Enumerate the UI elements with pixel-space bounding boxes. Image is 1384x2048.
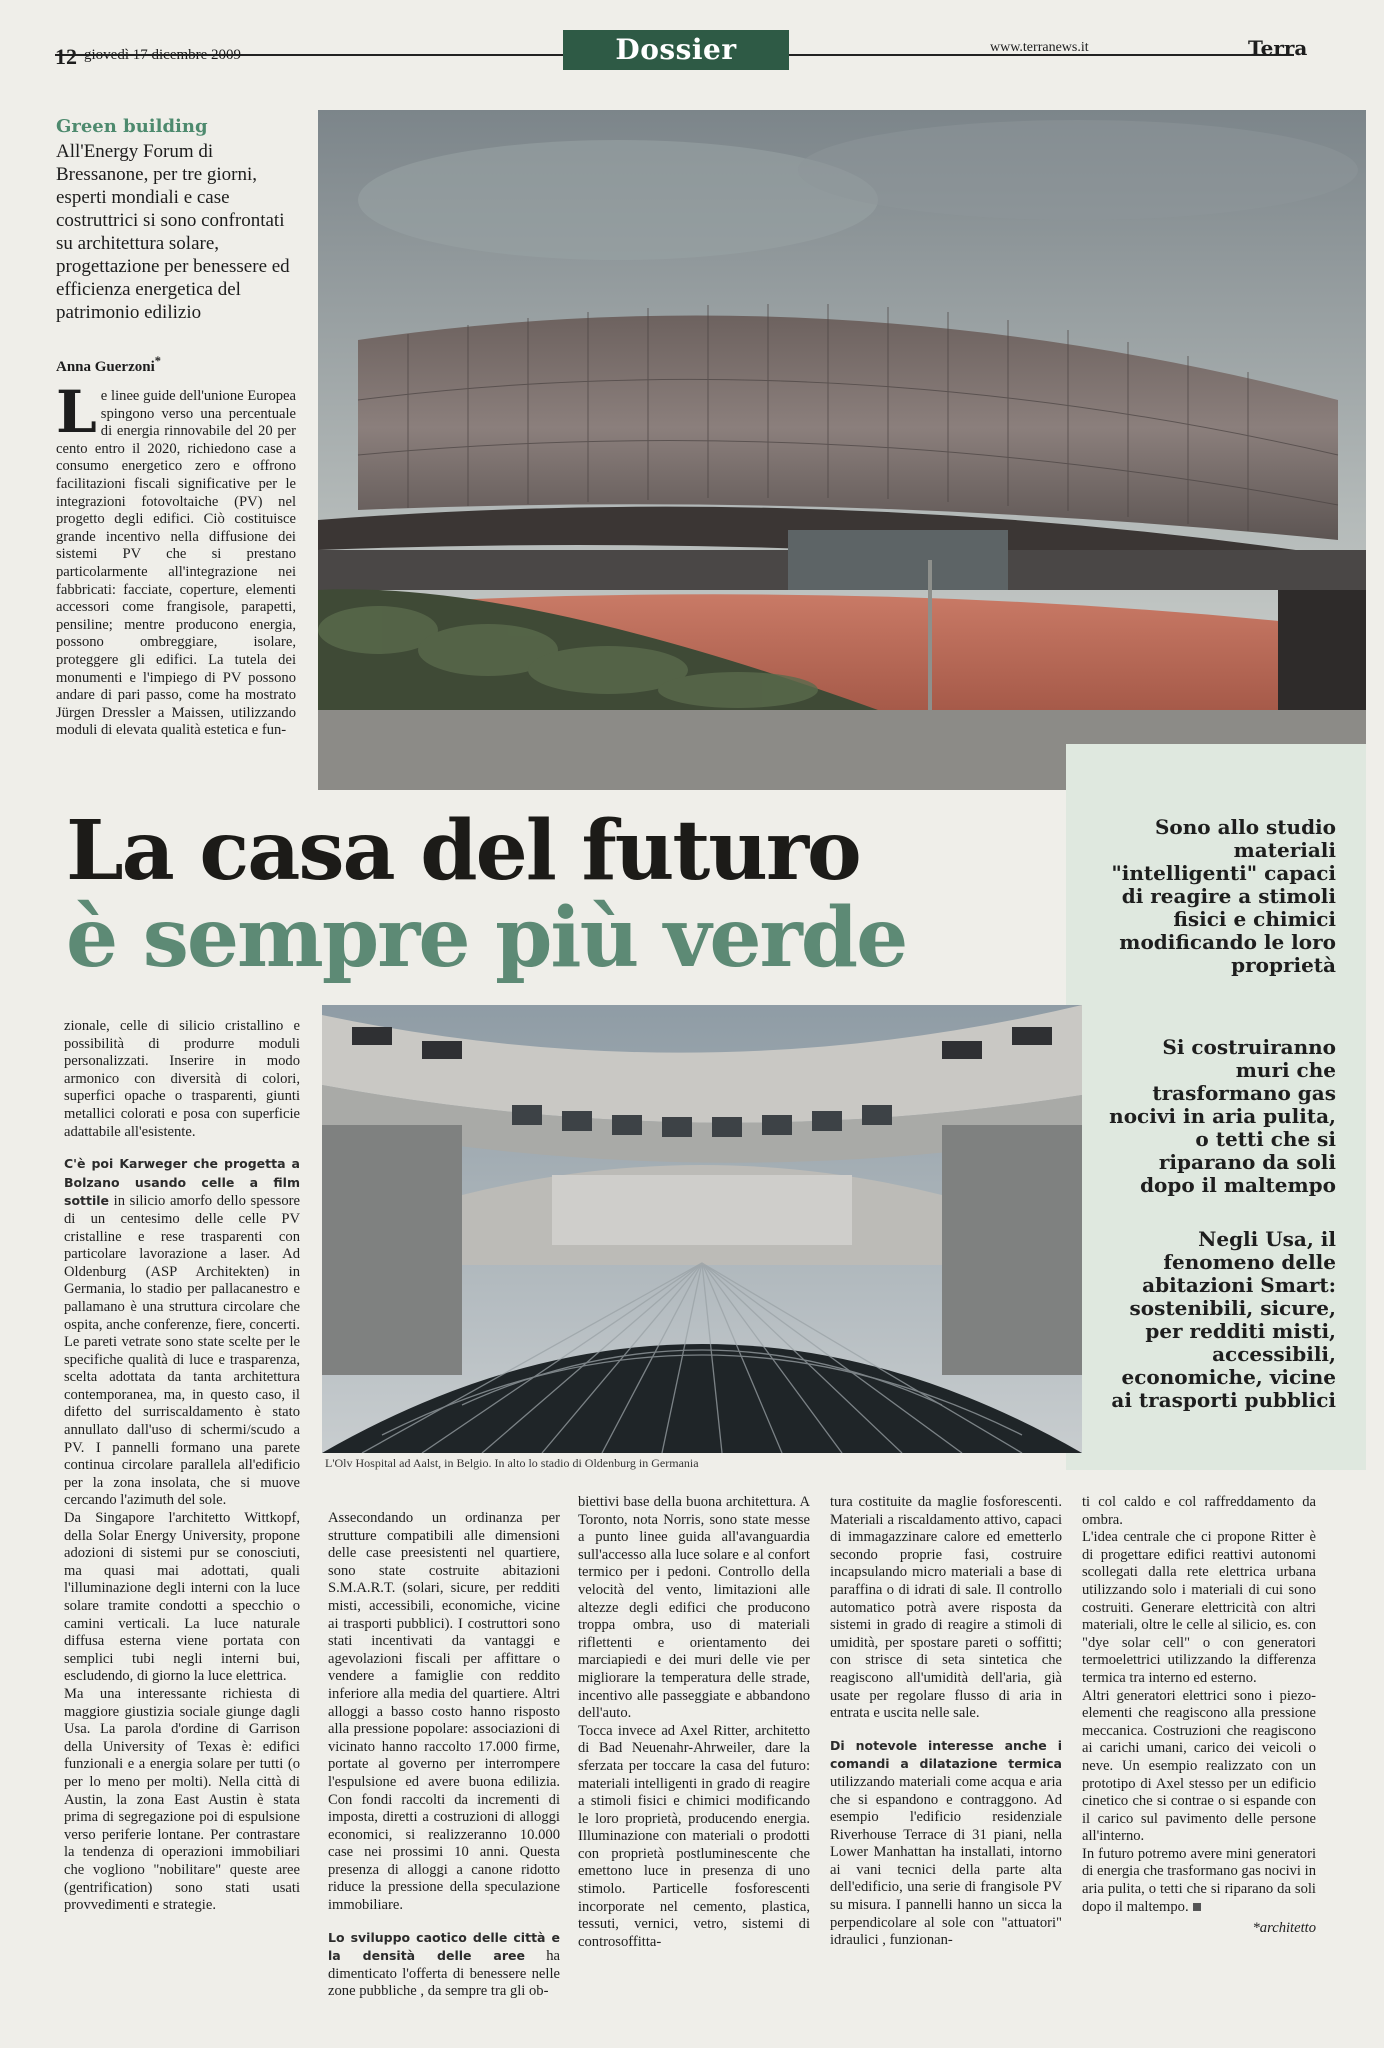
end-mark <box>1193 1903 1201 1911</box>
website-url: www.terranews.it <box>990 40 1089 55</box>
article-column-2: Assecondando un ordinanza per strutture compatibili alle dimensioni delle case preesistenti nel quartiere, sono state costruite abitazioni S.M.A.R.T. (solari, sicure, per redditi misti, accessibili, economiche, vicine ai trasporti pubblici). I costruttori sono stati incentivati da vantaggi e agevolazioni fiscali per affittare o vendere a famiglie con reddito inferiore alla media del quartiere. Altri alloggi a basso costo hanno risposto alla pressione popolare: associazioni di vicinato hanno raccolto 17.000 firme, portate al governo per interrompere l'espulsione ed avere buona edilizia. Con fondi raccolti da incrementi di imposta, diretti a costruzioni di alloggi economici, si realizzeranno 10.000 case nei prossimi 10 anni. Questa presenza di alloggi a canone ridotto riduce la pressione della speculazione immobiliare. Lo sviluppo caotico delle città e la densità delle aree ha dimenticato l'offerta di benessere nelle zone pubbliche , da sempre tra gli ob- <box>328 1510 560 2000</box>
pull-quote-3: Negli Usa, il fenomeno delle abitazioni Smart: sostenibili, sicure, per redditi misti, accessibili, economiche, vicine ai trasporti pubblici <box>1111 1227 1336 1412</box>
lead-in: Di notevole interesse anche i comandi a dilatazione termica <box>830 1737 1062 1772</box>
lead-in: Lo sviluppo caotico delle città e la densità delle aree <box>328 1929 560 1964</box>
pull-quote-panel <box>1066 744 1366 1470</box>
article-column-1: Le linee guide dell'unione Europea spingono verso una percentuale di energia rinnovabile del 20 per cento entro il 2020, richiedono case a consumo energetico zero e offrono facilitazioni fiscali significative per le integrazioni fotovoltaiche (PV) nel progetto degli edifici. Ciò costituisce grande incentivo nella diffusione dei sistemi PV che si prestano particolarmente all'integrazione nei fabbricati: facciate, coperture, elementi accessori come frangisole, parapetti, pensiline; mentre producono energia, possono ombreggiare, isolare, proteggere gli edifici. La tutela dei monumenti e l'impiego di PV possono andare di pari passo, come ha mostrato Jürgen Dressler a Maissen, utilizzando moduli di elevata qualità estetica e fun- <box>56 378 296 739</box>
article-column-5: ti col caldo e col raffreddamento da ombra. L'idea centrale che ci propone Ritter è di progettare edifici reattivi autonomi scollegati dalla rete elettrica urbana utilizzando solo i materiali di cui sono costruiti. Generare elettricità con altri materiali, oltre le celle al silicio, es. con "dye solar cell" o con generatori termoelettrici utilizzando la differenza termica tra interno ed esterno. Altri generatori elettrici sono i piezo-elementi che reagiscono alla pressione meccanica. Costruzioni che reagiscono ai carichi umani, carico dei veicoli o neve. Un esempio realizzato con un prototipo di Axel stesso per un edificio cinetico che si contrae o si espande con il carico sul pavimento delle persone all'interno. In futuro potremo avere mini generatori di energia che trasformano gas nocivi in aria pulita, o tetti che si riparano da soli dopo il maltempo. *architetto <box>1082 1494 1316 1937</box>
hospital-photo <box>322 1005 1082 1453</box>
kicker: Green building <box>56 116 208 137</box>
newspaper-name: Terra <box>1248 36 1308 60</box>
headline-line-2: è sempre più verde <box>66 890 907 986</box>
headline-line-1: La casa del futuro <box>66 803 860 899</box>
author-footnote: *architetto <box>1252 1920 1316 1937</box>
drop-cap: L <box>56 378 97 446</box>
section-label: Dossier <box>563 30 789 70</box>
article-column-1b: zionale, celle di silicio cristallino e possibilità di produrre moduli personalizzati. Inserire in modo armonico con diversità di colori, superfici opache o trasparenti, giunti metallici colorati e posa con superficie adattabile all'esistente. C'è poi Karweger che progetta a Bolzano usando celle a film sottile in silicio amorfo dello spessore di un centesimo delle celle PV cristalline e rese trasparenti con particolare lavorazione a laser. Ad Oldenburg (ASP Architekten) in Germania, lo stadio per pallacanestro e pallamano è una struttura circolare che ospita, anche conferenze, fiere, concerti. Le pareti vetrate sono state scelte per le specifiche qualità di luce e trasparenza, scelta adottata da tanta architettura contemporanea, ma, in questo caso, il difetto del surriscaldamento è stato annullato dall'uso di schermi/scudo a PV. I pannelli formano una parete continua circolare parallela all'edificio per la zona insolata, che si muove cercando l'azimuth del sole. Da Singapore l'architetto Wittkopf, della Solar Energy University, propone adozioni di sistemi pur se conosciuti, ma quasi mai adottati, quali l'illuminazione degli interni con la luce solare tramite condotti a specchio o camini verticali. La luce naturale diffusa esterna viene portata con semplici tubi negli interni bui, escludendo, di giorno la luce elettrica. Ma una interessante richiesta di maggiore giustizia sociale giunge dagli Usa. La parola d'ordine di Garrison della University of Texas è: edifici funzionali e a energia solare per tutti (o per lo meno per molti). Nella città di Austin, la zona East Austin è stata prima di segregazione poi di espulsione verso periferie lontane. Per contrastare la tendenza di operazioni immobiliari che vogliono "nobilitare" queste aree (gentrification) sono stati usati provvedimenti e strategie. <box>64 1018 300 1914</box>
article-column-4: tura costituite da maglie fosforescenti. Materiali a riscaldamento attivo, capaci di immagazzinare calore ed emetterlo secondo proprie fasi, costruire incapsulando micro materiali a base di paraffina o di idrati di sale. Il controllo automatico potrà avere risposta da sistemi in grado di reagire a stimoli di umidità, per spostare pareti o soffitti; con strisce di seta sintetica che reagiscono all'umidità dell'aria, già usate per regolare flusso di aria in entrata e uscita nelle sale. Di notevole interesse anche i comandi a dilatazione termica utilizzando materiali come acqua e aria che si espandono e contraggono. Ad esempio l'edificio residenziale Riverhouse Terrace di 31 piani, nella Lower Manhattan ha installati, intorno ai vani tecnici della parte alta dell'edificio, una serie di frangisole PV su misura. I pannelli hanno un sicca la perpendicolare al sole con "attuatori" idraulici , funzionan- <box>830 1494 1062 1949</box>
stadium-photo <box>318 110 1366 790</box>
deck: All'Energy Forum di Bressanone, per tre giorni, esperti mondiali e case costruttrici si sono confrontati su architettura solare, progettazione per benessere ed efficienza energetica del patrimonio edilizio <box>56 141 290 323</box>
author-byline: Anna Guerzoni* <box>56 354 162 375</box>
pull-quote-2: Si costruiranno muri che trasformano gas nocivi in aria pulita, o tetti che si riparano da soli dopo il maltempo <box>1109 1035 1336 1197</box>
photo-caption: L'Olv Hospital ad Aalst, in Belgio. In alto lo stadio di Oldenburg in Germania <box>325 1456 699 1470</box>
pull-quote-1: Sono allo studio materiali "intelligenti" capaci di reagire a stimoli fisici e chimici modificando le loro proprietà <box>1111 815 1336 977</box>
page-number: 12 <box>55 44 77 69</box>
issue-date: giovedì 17 dicembre 2009 <box>84 47 242 63</box>
article-column-3: biettivi base della buona architettura. A Toronto, nota Norris, sono state messe a punto linee guida all'avanguardia sull'accesso alla luce solare e al confort termico per i pedoni. Controllo della velocità del vento, limitazioni alle altezze degli edifici che producono troppa ombra, uso di materiali riflettenti e orientamento dei marciapiedi e dei muri delle vie per migliorare la temperatura delle strade, incentivo alle passeggiate e abbandono dell'auto. Tocca invece ad Axel Ritter, architetto di Bad Neuenahr-Ahrweiler, dare la sferzata per toccare la casa del futuro: materiali intelligenti in grado di reagire a stimoli fisici e chimici modificando le loro proprietà, producendo energia. Illuminazione con materiali o prodotti con proprietà postluminescente che emettono luce in presenza di uno stimolo. Particelle fosforescenti incorporate nel cemento, plastica, tessuti, vernici, vetro, sistemi di controsoffitta- <box>578 1494 810 1950</box>
lead-in: C'è poi Karweger che progetta a Bolzano usando celle a film sottile <box>64 1156 300 1209</box>
